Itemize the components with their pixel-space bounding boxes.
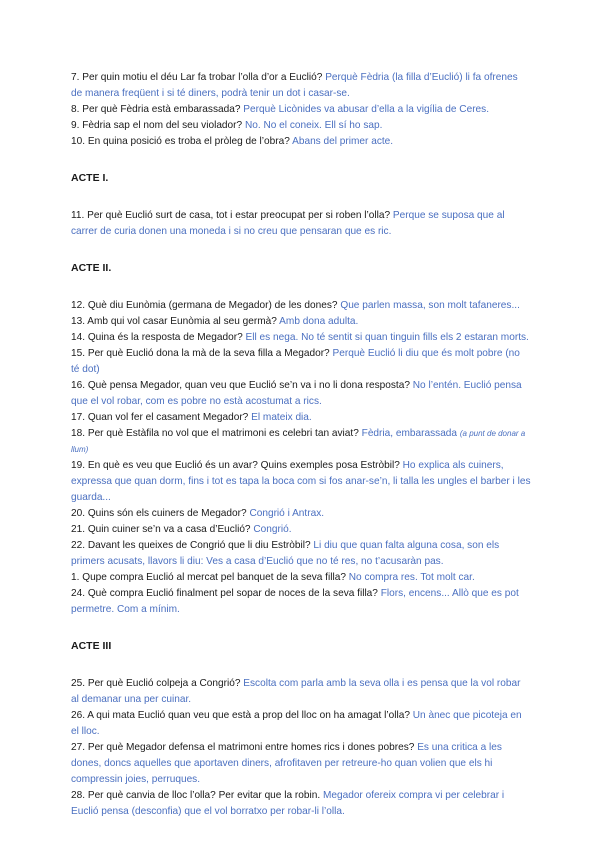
acte-2-questions <box>71 298 531 618</box>
answer: Un ànec que picoteja en el lloc. <box>71 710 522 737</box>
qa-item <box>71 676 531 708</box>
answer-note: (a punt de donar a llum) <box>71 429 526 454</box>
intro-questions <box>71 70 531 150</box>
question: 7. Per quin motiu el déu Lar fa trobar l’olla d’or a Euclió? <box>71 72 323 83</box>
question: 15. Per què Euclió dona la mà de la seva filla a Megador? <box>71 348 330 359</box>
question: 26. A qui mata Euclió quan veu que està a prop del lloc on ha amagat l’olla? <box>71 710 410 721</box>
question: 18. Per què Estàfila no vol que el matrimoni es celebri tan aviat? <box>71 428 359 439</box>
answer: No l’entén. Euclió pensa que el vol robar, com es pobre no està acostumat a rics. <box>71 380 522 407</box>
qa-item <box>71 134 531 150</box>
question: 14. Quina és la resposta de Megador? <box>71 332 243 343</box>
qa-item <box>71 70 531 102</box>
qa-item <box>71 118 531 134</box>
answer: Que parlen massa, son molt tafaneres... <box>340 300 520 311</box>
answer: Flors, encens... Allò que es pot permetre. Com a mínim. <box>71 588 519 615</box>
qa-item <box>71 586 531 618</box>
qa-item <box>71 102 531 118</box>
qa-item <box>71 208 531 240</box>
section-heading-acte-1: ACTE I. <box>71 172 109 184</box>
qa-item <box>71 538 531 570</box>
qa-item <box>71 788 531 820</box>
answer: Perquè Licònides va abusar d’ella a la vigília de Ceres. <box>243 104 490 115</box>
question: 8. Per què Fèdria està embarassada? <box>71 104 241 115</box>
answer: Congrió i Antrax. <box>249 508 325 519</box>
acte-3-questions <box>71 676 531 820</box>
section-heading-acte-3: ACTE III <box>71 640 112 652</box>
qa-item <box>71 522 531 538</box>
answer: No. No el coneix. Ell sí ho sap. <box>244 120 383 131</box>
question: 20. Quins són els cuiners de Megador? <box>71 508 247 519</box>
answer: Es una critica a les dones, doncs aquelles que aportaven diners, afrofitaven per retreure-ho quan volien que els hi compressin joies, perruques. <box>71 742 502 785</box>
qa-item <box>71 378 531 410</box>
answer: El mateix dia. <box>251 412 312 423</box>
answer: Ell es nega. No té sentit si quan tinguin fills els 2 estaran morts. <box>245 332 529 343</box>
answer: Escolta com parla amb la seva olla i es pensa que la vol robar al demanar una per cuinar. <box>71 678 521 705</box>
question: 19. En què es veu que Euclió és un avar? Quins exemples posa Estròbil? <box>71 460 400 471</box>
question: 1. Qupe compra Euclió al mercat pel banquet de la seva filla? <box>71 572 346 583</box>
question: 21. Quin cuiner se’n va a casa d’Euclió? <box>71 524 251 535</box>
answer: Ho explica als cuiners, expressa que quan dorm, fins i tot es tapa la boca com si fos anar-se’n, li talla les ungles el barber i les guarda... <box>71 460 531 503</box>
question: 25. Per què Euclió colpeja a Congrió? <box>71 678 241 689</box>
question: 11. Per què Euclió surt de casa, tot i estar preocupat per si roben l’olla? <box>71 210 391 221</box>
answer: Fèdria, embarassada <box>361 428 458 439</box>
qa-item <box>71 708 531 740</box>
question: 10. En quina posició es troba el pròleg de l’obra? <box>71 136 290 147</box>
question: 28. Per què canvia de lloc l’olla? Per evitar que la robin. <box>71 790 321 801</box>
question: 16. Què pensa Megador, quan veu que Euclió se’n va i no li dona resposta? <box>71 380 410 391</box>
qa-item <box>71 346 531 378</box>
question: 9. Fèdria sap el nom del seu violador? <box>71 120 243 131</box>
qa-item <box>71 740 531 788</box>
acte-1-questions <box>71 208 531 240</box>
answer: Perquè Euclió li diu que és molt pobre (no té dot) <box>71 348 520 375</box>
qa-item <box>71 330 531 346</box>
question: 12. Què diu Eunòmia (germana de Megador) de les dones? <box>71 300 338 311</box>
qa-item <box>71 298 531 314</box>
answer: Li diu que quan falta alguna cosa, son els primers acusats, llavors li diu: Ves a casa d’Euclió que no té res, no t’acusaràn pas. <box>71 540 500 567</box>
section-heading-acte-2: ACTE II. <box>71 262 112 274</box>
answer: Amb dona adulta. <box>279 316 359 327</box>
answer: Abans del primer acte. <box>292 136 394 147</box>
question: 22. Davant les queixes de Congrió que li diu Estròbil? <box>71 540 311 551</box>
question: 24. Què compra Euclió finalment pel sopar de noces de la seva filla? <box>71 588 378 599</box>
qa-item <box>71 314 531 330</box>
answer: Megador ofereix compra vi per celebrar i Euclió pensa (desconfia) que el vol borratxo per robar-li l’olla. <box>71 790 505 817</box>
qa-item <box>71 458 531 506</box>
question: 27. Per què Megador defensa el matrimoni entre homes rics i dones pobres? <box>71 742 415 753</box>
qa-item <box>71 570 531 586</box>
question: 17. Quan vol fer el casament Megador? <box>71 412 249 423</box>
qa-item <box>71 426 531 458</box>
document-page <box>71 70 531 820</box>
answer: Congrió. <box>253 524 292 535</box>
question: 13. Amb qui vol casar Eunòmia al seu germà? <box>71 316 277 327</box>
answer: No compra res. Tot molt car. <box>348 572 475 583</box>
qa-item <box>71 506 531 522</box>
answer: Perque se suposa que al carrer de curia donen una moneda i si no creu que pensaran que es ric. <box>71 210 505 237</box>
answer: Perquè Fèdria (la filla d’Euclió) li fa ofrenes de manera freqüent i si té diners, podrà tenir un dot i casar-se. <box>71 72 518 99</box>
qa-item <box>71 410 531 426</box>
